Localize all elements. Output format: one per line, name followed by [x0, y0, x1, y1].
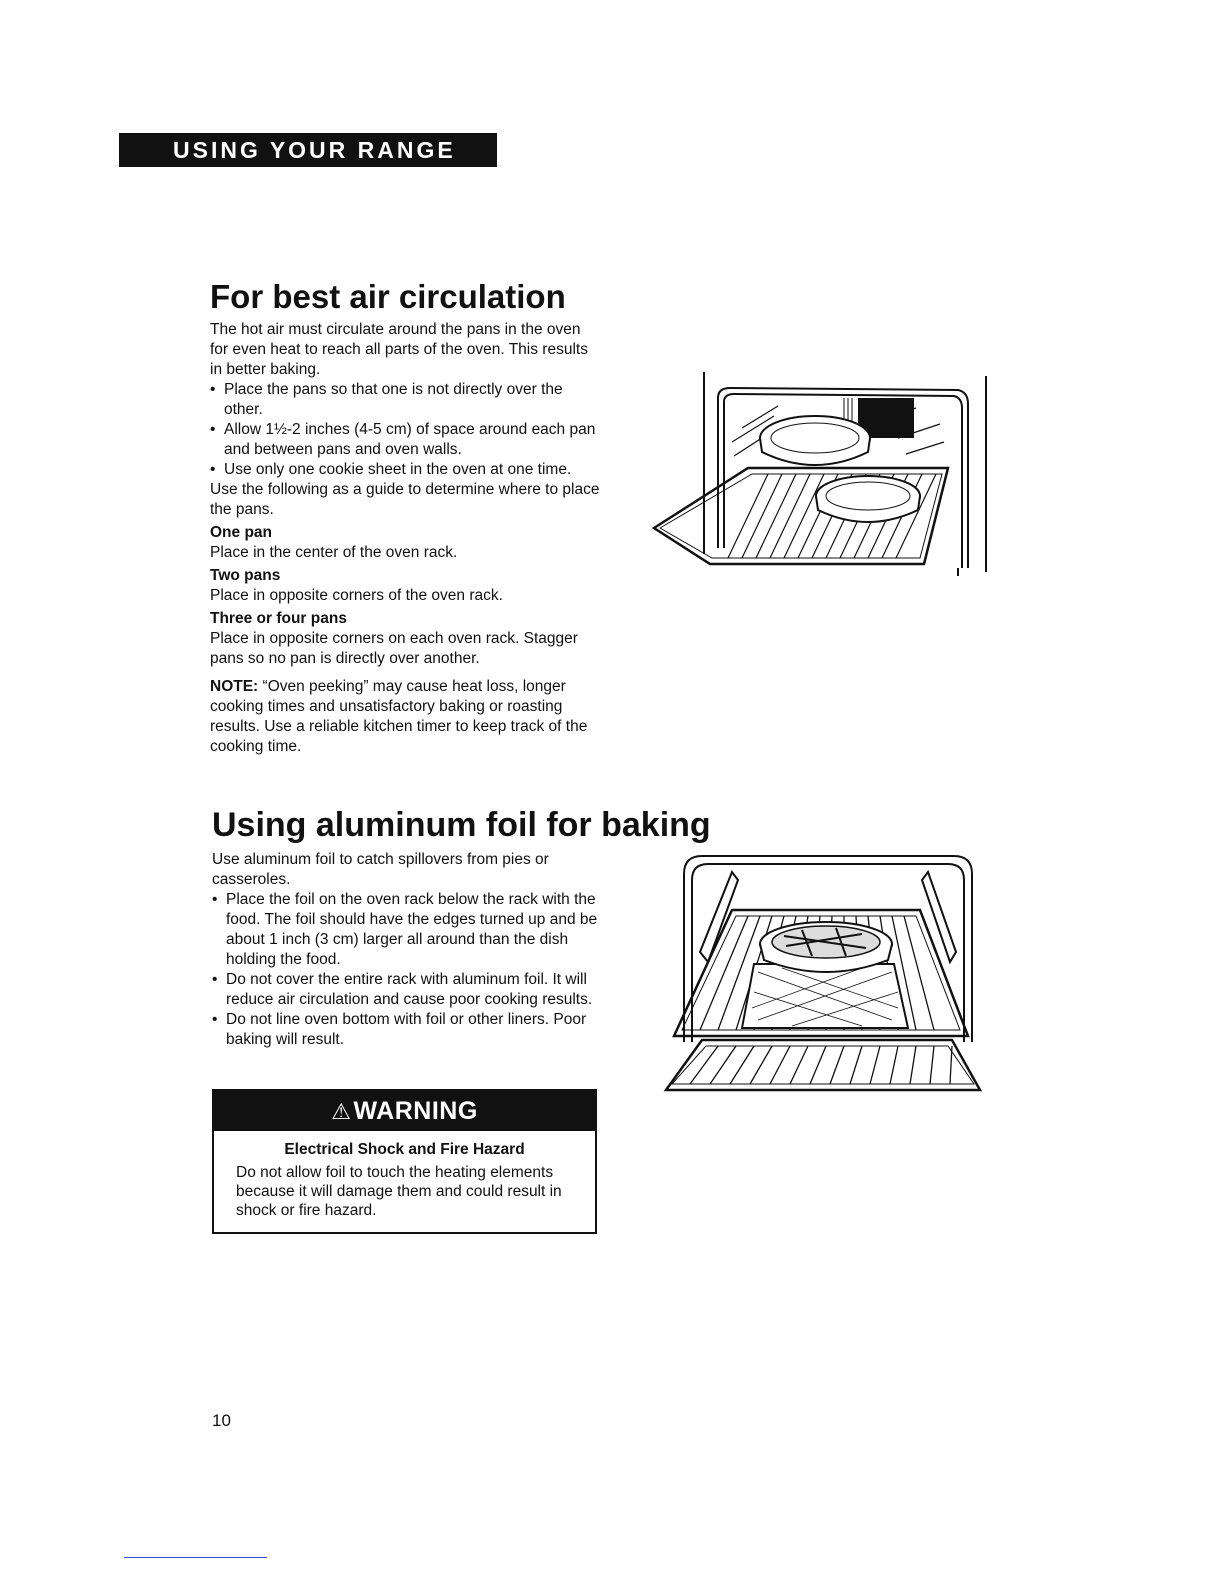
air-guide-text: Use the following as a guide to determine where to place the pans.	[210, 481, 600, 518]
pan-text: Place in opposite corners on each oven rack. Stagger pans so no pan is directly over another.	[210, 630, 578, 667]
warning-title: Electrical Shock and Fire Hazard	[284, 1141, 525, 1158]
warning-triangle-icon: ⚠	[331, 1099, 352, 1124]
foil-bullet: • Do not cover the entire rack with aluminum foil. It will reduce air circulation and cause poor cooking results.	[212, 970, 602, 1010]
pan-text: Place in opposite corners of the oven rack.	[210, 587, 503, 604]
aluminum-foil-heading: Using aluminum foil for baking	[212, 806, 711, 844]
air-bullet: • Allow 1½-2 inches (4-5 cm) of space around each pan and between pans and oven walls.	[210, 420, 600, 460]
pan-label: Three or four pans	[210, 610, 347, 627]
warning-header	[214, 1091, 595, 1131]
note	[210, 677, 600, 757]
oven-rack-two-pans-illustration	[648, 368, 993, 576]
pan-label: Two pans	[210, 567, 281, 584]
pan-text: Place in the center of the oven rack.	[210, 544, 458, 561]
note-label: NOTE:	[210, 678, 259, 695]
footer-rule	[124, 1557, 267, 1558]
section-tab: USING YOUR RANGE	[119, 133, 497, 167]
air-bullet: • Place the pans so that one is not directly over the other.	[210, 380, 600, 420]
foil-bullet: • Place the foil on the oven rack below the rack with the food. The foil should have the edges turned up and be about 1 inch (3 cm) larger all around than the dish holding the food.	[212, 890, 602, 970]
foil-bullet: • Do not line oven bottom with foil or other liners. Poor baking will result.	[212, 1010, 602, 1050]
aluminum-foil-body	[212, 850, 602, 1050]
air-circulation-heading: For best air circulation	[210, 278, 566, 315]
foil-intro: Use aluminum foil to catch spillovers from pies or casseroles.	[212, 851, 549, 888]
oven-pie-foil-illustration	[662, 852, 984, 1100]
pan-label: One pan	[210, 524, 273, 541]
warning-header-label: WARNING	[353, 1097, 478, 1125]
warning-text: Do not allow foil to touch the heating elements because it will damage them and could result in shock or fire hazard.	[236, 1164, 562, 1219]
air-intro: The hot air must circulate around the pans in the oven for even heat to reach all parts of the oven. This results in better baking.	[210, 321, 588, 378]
air-bullet: • Use only one cookie sheet in the oven at one time.	[210, 460, 600, 480]
page-number: 10	[212, 1411, 231, 1430]
air-circulation-body	[210, 320, 600, 757]
note-text: “Oven peeking” may cause heat loss, longer cooking times and unsatisfactory baking or roasting results. Use a reliable kitchen timer to keep track of the cooking time.	[210, 678, 588, 755]
warning-box	[212, 1089, 597, 1234]
